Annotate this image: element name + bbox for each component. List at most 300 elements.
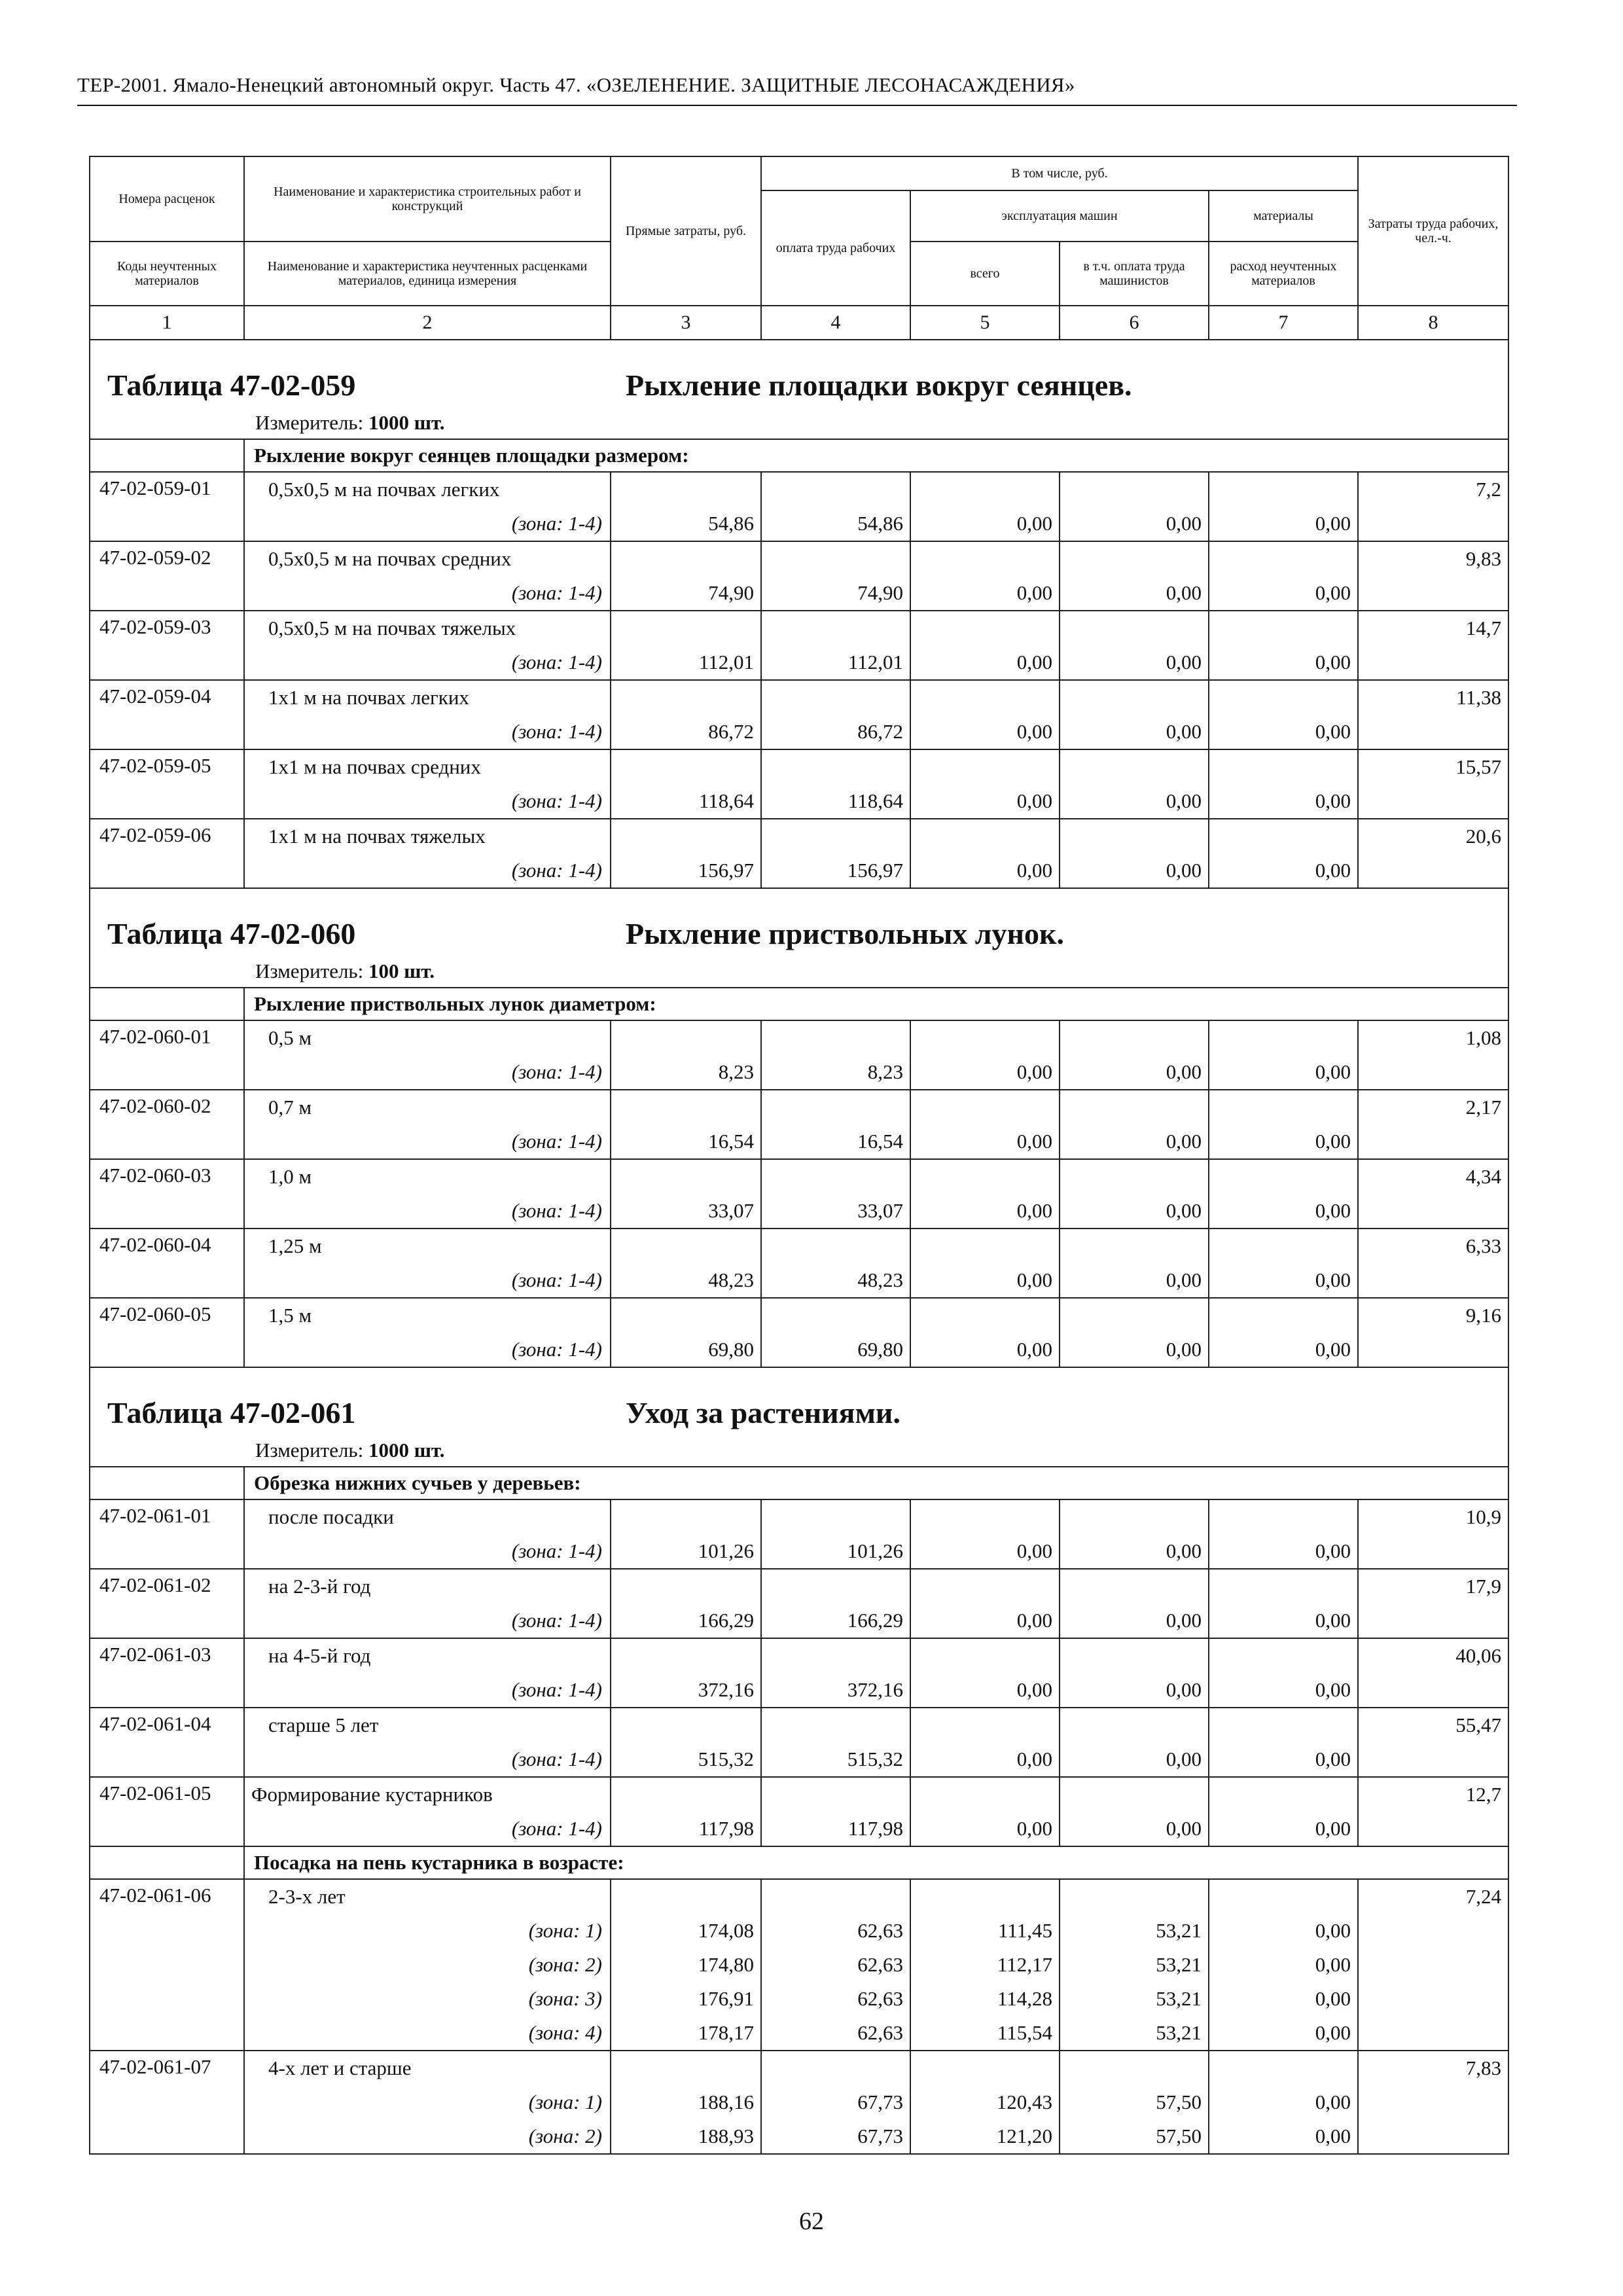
zone-label: (зона: 1-4) — [511, 1609, 602, 1632]
spacer-line — [611, 1880, 760, 1914]
value-machines — [910, 819, 1060, 888]
value-pay — [761, 1777, 910, 1846]
machinists-value: 0,00 — [1166, 859, 1202, 882]
value-labor — [1358, 1090, 1508, 1159]
direct-value: 372,16 — [698, 1678, 754, 1701]
machinists-value: 57,50 — [1156, 2090, 1202, 2113]
labor-value: 7,83 — [1465, 2056, 1501, 2079]
column-number: 2 — [244, 306, 611, 340]
spacer-line — [1209, 542, 1357, 576]
materials-value: 0,00 — [1315, 1338, 1351, 1361]
rate-code: 47-02-059-05 — [90, 749, 244, 819]
value-labor — [1358, 1777, 1508, 1846]
spacer-line — [762, 1229, 910, 1263]
col-header-labor-costs: Затраты труда рабочих, чел.-ч. — [1358, 156, 1508, 306]
col-header-name-top: Наименование и характеристика строительных работ и конструкций — [244, 156, 611, 242]
zone-label: (зона: 1-4) — [511, 1130, 602, 1153]
value-pay — [761, 680, 910, 749]
zone-label: (зона: 1-4) — [511, 1199, 602, 1222]
direct-value: 188,93 — [698, 2125, 754, 2147]
spacer-line — [1060, 819, 1208, 853]
table-row — [90, 680, 1508, 749]
spacer-line — [1209, 1021, 1357, 1055]
value-labor — [1358, 749, 1508, 819]
zone-label: (зона: 1-4) — [511, 859, 602, 882]
value-labor — [1358, 1499, 1508, 1569]
value-pay — [761, 1159, 910, 1229]
unit-label: Измеритель: — [255, 1439, 364, 1462]
rate-name: 0,7 м — [268, 1096, 312, 1119]
zone-label: (зона: 1-4) — [511, 1539, 602, 1562]
section-row — [90, 1467, 1508, 1499]
spacer-line — [911, 1778, 1059, 1812]
machines-value: 121,20 — [996, 2125, 1052, 2147]
value-materials — [1209, 472, 1358, 541]
rate-name: 0,5х0,5 м на почвах тяжелых — [268, 617, 516, 639]
pay-value: 62,63 — [857, 1919, 903, 1942]
value-direct — [611, 541, 761, 611]
labor-value: 55,47 — [1455, 1713, 1501, 1736]
value-direct — [611, 749, 761, 819]
table-number: Таблица 47-02-059 — [107, 368, 356, 402]
value-pay — [761, 1879, 910, 2051]
rate-name: 1х1 м на почвах средних — [268, 755, 481, 778]
value-machinists — [1060, 1708, 1209, 1777]
value-direct — [611, 1298, 761, 1367]
value-pay — [761, 1569, 910, 1638]
table-row — [90, 1499, 1508, 1569]
machinists-value: 53,21 — [1156, 1987, 1202, 2010]
spacer-line — [611, 1090, 760, 1124]
value-machines — [910, 1638, 1060, 1708]
machinists-value: 0,00 — [1166, 1060, 1202, 1083]
value-direct — [611, 1638, 761, 1708]
table-title-row — [90, 1367, 1508, 1467]
value-machinists — [1060, 2051, 1209, 2154]
value-machines — [910, 1777, 1060, 1846]
machinists-value: 0,00 — [1166, 651, 1202, 673]
rate-code: 47-02-060-03 — [90, 1159, 244, 1229]
table-row — [90, 1020, 1508, 1090]
spacer-line — [911, 1880, 1059, 1914]
pay-value: 166,29 — [847, 1609, 903, 1632]
col-header-rate-numbers: Номера расценок — [90, 156, 244, 242]
spacer-line — [762, 1500, 910, 1534]
direct-value: 54,86 — [708, 512, 754, 535]
value-machines — [910, 472, 1060, 541]
spacer-line — [911, 611, 1059, 645]
zone-label: (зона: 4) — [528, 2021, 602, 2044]
section-spacer — [90, 988, 244, 1020]
rate-name: 1х1 м на почвах легких — [268, 686, 469, 709]
section-title: Посадка на пень кустарника в возрасте: — [244, 1846, 1508, 1879]
unit-label: Измеритель: — [255, 960, 364, 982]
pay-value: 156,97 — [847, 859, 903, 882]
direct-value: 178,17 — [698, 2021, 754, 2044]
zone-label: (зона: 1-4) — [511, 581, 602, 604]
rate-name: Формирование кустарников — [251, 1783, 493, 1806]
value-direct — [611, 472, 761, 541]
header-rule — [77, 105, 1517, 106]
value-machinists — [1060, 1638, 1209, 1708]
zone-label: (зона: 1) — [528, 1919, 602, 1942]
table-body — [90, 340, 1508, 2154]
col-header-direct-costs: Прямые затраты, руб. — [611, 156, 761, 306]
machines-value: 115,54 — [997, 2021, 1052, 2044]
spacer-line — [1060, 1500, 1208, 1534]
rate-description — [244, 1569, 611, 1638]
pay-value: 62,63 — [857, 1953, 903, 1976]
section-spacer — [90, 1846, 244, 1879]
table-row — [90, 819, 1508, 888]
rate-description — [244, 1638, 611, 1708]
value-machinists — [1060, 1229, 1209, 1298]
machinists-value: 0,00 — [1166, 1817, 1202, 1840]
materials-value: 0,00 — [1315, 789, 1351, 812]
rate-code: 47-02-060-05 — [90, 1298, 244, 1367]
table-row — [90, 1638, 1508, 1708]
rate-description — [244, 472, 611, 541]
spacer-line — [611, 1229, 760, 1263]
spacer-line — [762, 1708, 910, 1742]
col-header-machine-operation: эксплуатация машин — [910, 190, 1209, 242]
spacer-line — [611, 819, 760, 853]
value-machines — [910, 749, 1060, 819]
table-unit — [255, 411, 445, 435]
spacer-line — [611, 611, 760, 645]
materials-value: 0,00 — [1315, 859, 1351, 882]
pay-value: 372,16 — [847, 1678, 903, 1701]
machinists-value: 0,00 — [1166, 581, 1202, 604]
spacer-line — [1209, 1708, 1357, 1742]
value-machines — [910, 1499, 1060, 1569]
machinists-value: 0,00 — [1166, 1748, 1202, 1770]
table-row — [90, 1708, 1508, 1777]
spacer-line — [1060, 473, 1208, 507]
pay-value: 86,72 — [857, 720, 903, 743]
spacer-line — [1209, 1778, 1357, 1812]
rate-description — [244, 1090, 611, 1159]
rate-name: 1,25 м — [268, 1234, 322, 1257]
col-header-materials: материалы — [1209, 190, 1358, 242]
section-row — [90, 988, 1508, 1020]
zone-label: (зона: 1-4) — [511, 789, 602, 812]
direct-value: 176,91 — [698, 1987, 754, 2010]
pay-value: 67,73 — [857, 2090, 903, 2113]
column-number: 1 — [90, 306, 244, 340]
machines-value: 0,00 — [1016, 651, 1052, 673]
value-materials — [1209, 1229, 1358, 1298]
table-title — [90, 1367, 1508, 1467]
value-labor — [1358, 1159, 1508, 1229]
rate-name: 0,5 м — [268, 1026, 312, 1049]
direct-value: 8,23 — [718, 1060, 754, 1083]
labor-value: 9,83 — [1465, 547, 1501, 570]
value-materials — [1209, 1020, 1358, 1090]
spacer-line — [1209, 1229, 1357, 1263]
section-row — [90, 439, 1508, 472]
spacer-line — [1209, 1299, 1357, 1333]
col-header-labor-pay: оплата труда рабочих — [761, 190, 910, 306]
direct-value: 69,80 — [708, 1338, 754, 1361]
materials-value: 0,00 — [1315, 1678, 1351, 1701]
materials-value: 0,00 — [1315, 1539, 1351, 1562]
spacer-line — [762, 1778, 910, 1812]
column-number: 5 — [910, 306, 1060, 340]
materials-value: 0,00 — [1315, 1130, 1351, 1153]
machinists-value: 0,00 — [1166, 720, 1202, 743]
spacer-line — [762, 1639, 910, 1673]
machines-value: 111,45 — [998, 1919, 1052, 1942]
column-number: 3 — [611, 306, 761, 340]
spacer-line — [611, 1160, 760, 1194]
spacer-line — [762, 1090, 910, 1124]
rate-description — [244, 1708, 611, 1777]
labor-value: 15,57 — [1455, 755, 1501, 778]
spacer-line — [911, 1229, 1059, 1263]
spacer-line — [1060, 750, 1208, 784]
pay-value: 112,01 — [847, 651, 903, 673]
spacer-line — [1209, 1500, 1357, 1534]
machines-value: 0,00 — [1016, 512, 1052, 535]
value-direct — [611, 1229, 761, 1298]
rate-code: 47-02-059-04 — [90, 680, 244, 749]
unit-value: 100 шт. — [368, 960, 435, 982]
rate-name: на 4-5-й год — [268, 1644, 371, 1667]
materials-value: 0,00 — [1315, 1919, 1351, 1942]
table-row — [90, 541, 1508, 611]
machines-value: 114,28 — [997, 1987, 1052, 2010]
spacer-line — [611, 542, 760, 576]
materials-value: 0,00 — [1315, 581, 1351, 604]
rate-code: 47-02-061-07 — [90, 2051, 244, 2154]
value-machines — [910, 1020, 1060, 1090]
spacer-line — [911, 1021, 1059, 1055]
machines-value: 0,00 — [1016, 1268, 1052, 1291]
price-table — [89, 156, 1509, 2155]
spacer-line — [911, 1708, 1059, 1742]
value-pay — [761, 1499, 910, 1569]
direct-value: 188,16 — [698, 2090, 754, 2113]
direct-value: 48,23 — [708, 1268, 754, 1291]
spacer-line — [611, 1021, 760, 1055]
spacer-line — [762, 542, 910, 576]
table-row — [90, 611, 1508, 680]
spacer-line — [1060, 1021, 1208, 1055]
value-materials — [1209, 1879, 1358, 2051]
value-machinists — [1060, 1298, 1209, 1367]
value-labor — [1358, 1229, 1508, 1298]
col-header-machinist-pay: в т.ч. оплата труда машинистов — [1060, 242, 1209, 306]
rate-name: 1,5 м — [268, 1304, 312, 1327]
spacer-line — [1060, 1160, 1208, 1194]
table-title-row — [90, 340, 1508, 439]
table-title-row — [90, 888, 1508, 988]
table-row — [90, 2051, 1508, 2154]
pay-value: 8,23 — [867, 1060, 903, 1083]
rate-description — [244, 1159, 611, 1229]
machines-value: 0,00 — [1016, 1678, 1052, 1701]
direct-value: 515,32 — [698, 1748, 754, 1770]
table-row — [90, 1229, 1508, 1298]
zone-label: (зона: 1-4) — [511, 1817, 602, 1840]
rate-description — [244, 611, 611, 680]
table-title — [90, 888, 1508, 988]
spacer-line — [762, 473, 910, 507]
spacer-line — [1060, 1570, 1208, 1604]
spacer-line — [1209, 2051, 1357, 2085]
value-pay — [761, 1638, 910, 1708]
value-materials — [1209, 1090, 1358, 1159]
direct-value: 86,72 — [708, 720, 754, 743]
value-direct — [611, 819, 761, 888]
rate-description — [244, 1298, 611, 1367]
rate-code: 47-02-059-03 — [90, 611, 244, 680]
value-pay — [761, 2051, 910, 2154]
table-row — [90, 749, 1508, 819]
table-number: Таблица 47-02-060 — [107, 917, 356, 950]
value-materials — [1209, 611, 1358, 680]
direct-value: 174,80 — [698, 1953, 754, 1976]
value-direct — [611, 1708, 761, 1777]
value-labor — [1358, 1638, 1508, 1708]
pay-value: 33,07 — [857, 1199, 903, 1222]
spacer-line — [1060, 1090, 1208, 1124]
value-machinists — [1060, 611, 1209, 680]
zone-label: (зона: 1-4) — [511, 1268, 602, 1291]
rate-name: 0,5х0,5 м на почвах легких — [268, 478, 500, 501]
pay-value: 117,98 — [847, 1817, 903, 1840]
rate-code: 47-02-060-01 — [90, 1020, 244, 1090]
value-labor — [1358, 472, 1508, 541]
value-labor — [1358, 1708, 1508, 1777]
rate-name: 2-3-х лет — [268, 1885, 346, 1908]
rate-code: 47-02-061-03 — [90, 1638, 244, 1708]
rate-name: 1,0 м — [268, 1165, 312, 1188]
value-machines — [910, 2051, 1060, 2154]
direct-value: 112,01 — [698, 651, 754, 673]
machines-value: 112,17 — [997, 1953, 1052, 1976]
value-materials — [1209, 680, 1358, 749]
materials-value: 0,00 — [1315, 1817, 1351, 1840]
table-title — [90, 340, 1508, 439]
rate-code: 47-02-061-02 — [90, 1569, 244, 1638]
machines-value: 0,00 — [1016, 1748, 1052, 1770]
machines-value: 0,00 — [1016, 1539, 1052, 1562]
machinists-value: 53,21 — [1156, 2021, 1202, 2044]
table-name: Уход за растениями. — [626, 1396, 901, 1429]
materials-value: 0,00 — [1315, 2090, 1351, 2113]
rate-description — [244, 2051, 611, 2154]
rate-description — [244, 680, 611, 749]
machinists-value: 0,00 — [1166, 1539, 1202, 1562]
rate-name: после посадки — [268, 1505, 394, 1528]
pay-value: 515,32 — [847, 1748, 903, 1770]
rate-description — [244, 541, 611, 611]
zone-label: (зона: 1-4) — [511, 1748, 602, 1770]
spacer-line — [911, 1570, 1059, 1604]
pay-value: 16,54 — [857, 1130, 903, 1153]
direct-value: 16,54 — [708, 1130, 754, 1153]
spacer-line — [1209, 819, 1357, 853]
spacer-line — [911, 1299, 1059, 1333]
unit-value: 1000 шт. — [368, 1439, 445, 1462]
rate-name: на 2-3-й год — [268, 1575, 371, 1598]
value-pay — [761, 1229, 910, 1298]
col-header-material-codes: Коды неучтенных материалов — [90, 242, 244, 306]
labor-value: 10,9 — [1465, 1505, 1501, 1528]
table-row — [90, 1777, 1508, 1846]
spacer-line — [762, 681, 910, 715]
spacer-line — [611, 1500, 760, 1534]
rate-name: старше 5 лет — [268, 1713, 379, 1736]
spacer-line — [1060, 1229, 1208, 1263]
spacer-line — [762, 2051, 910, 2085]
zone-label: (зона: 3) — [528, 1987, 602, 2010]
value-labor — [1358, 1569, 1508, 1638]
labor-value: 14,7 — [1465, 617, 1501, 639]
value-machinists — [1060, 1777, 1209, 1846]
spacer-line — [611, 1299, 760, 1333]
value-direct — [611, 611, 761, 680]
value-machines — [910, 1229, 1060, 1298]
value-direct — [611, 1020, 761, 1090]
table-row — [90, 1090, 1508, 1159]
value-machinists — [1060, 1569, 1209, 1638]
machines-value: 0,00 — [1016, 1199, 1052, 1222]
materials-value: 0,00 — [1315, 720, 1351, 743]
value-materials — [1209, 1159, 1358, 1229]
materials-value: 0,00 — [1315, 1609, 1351, 1632]
labor-value: 17,9 — [1465, 1575, 1501, 1598]
spacer-line — [1060, 1639, 1208, 1673]
materials-value: 0,00 — [1315, 1199, 1351, 1222]
spacer-line — [1060, 611, 1208, 645]
column-number: 7 — [1209, 306, 1358, 340]
spacer-line — [611, 681, 760, 715]
zone-label: (зона: 1-4) — [511, 651, 602, 673]
value-labor — [1358, 819, 1508, 888]
rate-description — [244, 1020, 611, 1090]
pay-value: 69,80 — [857, 1338, 903, 1361]
spacer-line — [1060, 1778, 1208, 1812]
labor-value: 9,16 — [1465, 1304, 1501, 1327]
materials-value: 0,00 — [1315, 1953, 1351, 1976]
table-name: Рыхление приствольных лунок. — [626, 917, 1065, 950]
section-spacer — [90, 439, 244, 472]
spacer-line — [1060, 542, 1208, 576]
machines-value: 0,00 — [1016, 1817, 1052, 1840]
value-machines — [910, 1879, 1060, 2051]
value-materials — [1209, 819, 1358, 888]
machines-value: 0,00 — [1016, 720, 1052, 743]
value-machines — [910, 680, 1060, 749]
labor-value: 11,38 — [1456, 686, 1501, 709]
value-direct — [611, 1879, 761, 2051]
value-direct — [611, 680, 761, 749]
rate-description — [244, 1879, 611, 2051]
value-machinists — [1060, 1020, 1209, 1090]
value-machinists — [1060, 680, 1209, 749]
materials-value: 0,00 — [1315, 512, 1351, 535]
materials-value: 0,00 — [1315, 1987, 1351, 2010]
value-machines — [910, 1298, 1060, 1367]
materials-value: 0,00 — [1315, 651, 1351, 673]
spacer-line — [911, 1090, 1059, 1124]
value-machines — [910, 1090, 1060, 1159]
materials-value: 0,00 — [1315, 1060, 1351, 1083]
value-machinists — [1060, 1090, 1209, 1159]
